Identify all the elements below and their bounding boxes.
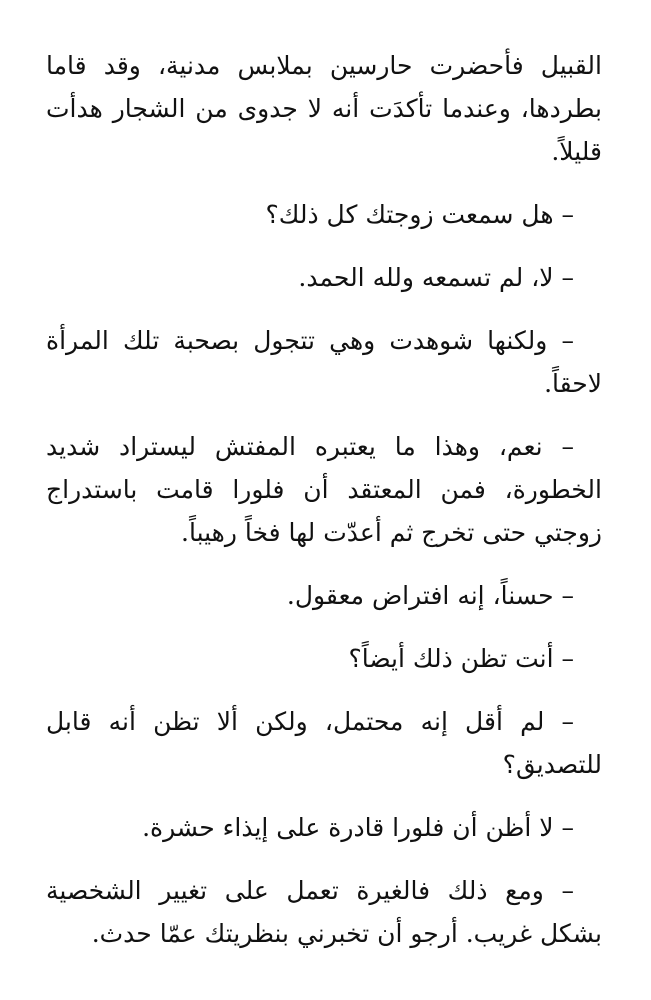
book-page <box>46 44 602 975</box>
dialogue-line: – لا أظن أن فلورا قادرة على إيذاء حشرة. <box>142 813 574 842</box>
dialogue-line: – لا، لم تسمعه ولله الحمد. <box>298 263 574 292</box>
dialogue-line: – ولكنها شوهدت وهي تتجول بصحبة تلك المرأة لاحقاً. <box>46 326 602 398</box>
paragraph-narration: القبيل فأحضرت حارسين بملابس مدنية، وقد قاما بطردها، وعندما تأكدَت أنه لا جدوى من الشجار هدأت قليلاً. <box>46 51 602 166</box>
dialogue-line: – أنت تظن ذلك أيضاً؟ <box>348 644 574 673</box>
dialogue-line: – ومع ذلك فالغيرة تعمل على تغيير الشخصية بشكل غريب. أرجو أن تخبرني بنظريتك عمّا حدث. <box>46 876 602 948</box>
dialogue-line: – لم أقل إنه محتمل، ولكن ألا تظن أنه قابل للتصديق؟ <box>46 707 602 779</box>
dialogue-line: – نعم، وهذا ما يعتبره المفتش ليستراد شديد الخطورة، فمن المعتقد أن فلورا قامت باستدراج زوجتي حتى تخرج ثم أعدّت لها فخاً رهيباً. <box>46 432 602 547</box>
dialogue-line: – حسناً، إنه افتراض معقول. <box>286 581 574 610</box>
dialogue-line: – هل سمعت زوجتك كل ذلك؟ <box>265 200 574 229</box>
